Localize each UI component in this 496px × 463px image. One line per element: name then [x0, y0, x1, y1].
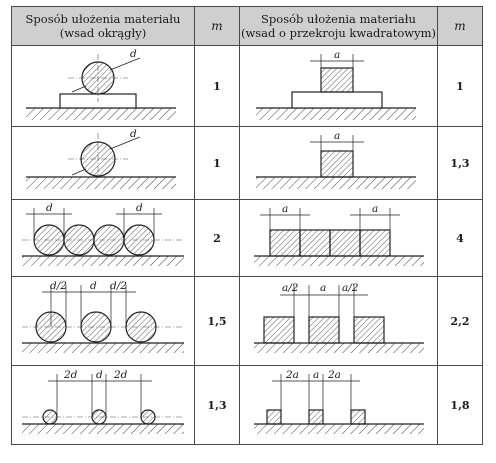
round-dim-label: d: [136, 202, 143, 214]
square-m-value: 4: [438, 200, 483, 277]
table-row: [12, 200, 483, 277]
square-touching-row-diagram: [240, 200, 437, 276]
header-round-arrangement: [12, 7, 195, 46]
square-diagram-cell: [240, 46, 438, 127]
round-dim-label: d/2: [110, 280, 127, 292]
round-dim-label: d: [130, 48, 137, 60]
square-diagram-cell: [240, 366, 438, 445]
round-dim-label: d/2: [50, 280, 67, 292]
round-m-value: 1,3: [195, 366, 240, 445]
square-dim-label: a: [372, 203, 379, 215]
header-square-line1: Sposób ułożenia materiału: [261, 12, 416, 26]
round-touching-row-diagram: [12, 200, 194, 276]
round-m-value: 1: [195, 46, 240, 127]
table-row: [12, 46, 483, 127]
square-dim-label: a: [320, 282, 327, 294]
round-on-support-diagram: [12, 46, 194, 126]
square-dim-label: 2a: [286, 369, 299, 381]
round-half-gap-row-diagram: [12, 277, 194, 365]
round-diagram-cell: [12, 200, 195, 277]
header-square-line2: (wsad o przekroju kwadratowym): [240, 26, 437, 40]
round-diagram-cell: [12, 46, 195, 127]
square-diagram-cell: [240, 200, 438, 277]
square-diagram-cell: [240, 277, 438, 366]
round-dim-label: d: [46, 202, 53, 214]
round-dim-label: 2d: [64, 369, 78, 381]
square-dim-label: a: [313, 369, 320, 381]
round-dim-label: d: [130, 128, 137, 140]
square-double-gap-row-diagram: [240, 366, 437, 444]
square-dim-label: a: [282, 203, 289, 215]
table-row: [12, 366, 483, 445]
round-diagram-cell: [12, 127, 195, 200]
header-round-line2: (wsad okrągły): [59, 26, 147, 40]
square-on-floor-diagram: [240, 127, 437, 199]
round-m-value: 1: [195, 127, 240, 200]
round-dim-label: d: [96, 369, 103, 381]
material-arrangement-table: [11, 6, 483, 445]
square-m-value: 1,3: [438, 127, 483, 200]
square-dim-label: a/2: [282, 282, 299, 294]
header-row: [12, 7, 483, 46]
round-double-gap-row-diagram: [12, 366, 194, 444]
header-m-square: m: [438, 7, 483, 46]
square-dim-label: a: [334, 130, 341, 142]
header-m-round: m: [195, 7, 240, 46]
round-diagram-cell: [12, 277, 195, 366]
table-row: [12, 127, 483, 200]
square-diagram-cell: [240, 127, 438, 200]
square-dim-label: 2a: [328, 369, 341, 381]
round-on-floor-diagram: [12, 127, 194, 199]
square-dim-label: a: [334, 49, 341, 61]
square-m-value: 1: [438, 46, 483, 127]
header-square-arrangement: [240, 7, 438, 46]
round-dim-label: 2d: [114, 369, 128, 381]
table-row: [12, 277, 483, 366]
square-m-value: 2,2: [438, 277, 483, 366]
round-m-value: 1,5: [195, 277, 240, 366]
round-dim-label: d: [90, 280, 97, 292]
square-dim-label: a/2: [342, 282, 359, 294]
round-diagram-cell: [12, 366, 195, 445]
square-m-value: 1,8: [438, 366, 483, 445]
square-half-gap-row-diagram: [240, 277, 437, 365]
header-round-line1: Sposób ułożenia materiału: [25, 12, 181, 26]
square-on-support-diagram: [240, 46, 437, 126]
round-m-value: 2: [195, 200, 240, 277]
